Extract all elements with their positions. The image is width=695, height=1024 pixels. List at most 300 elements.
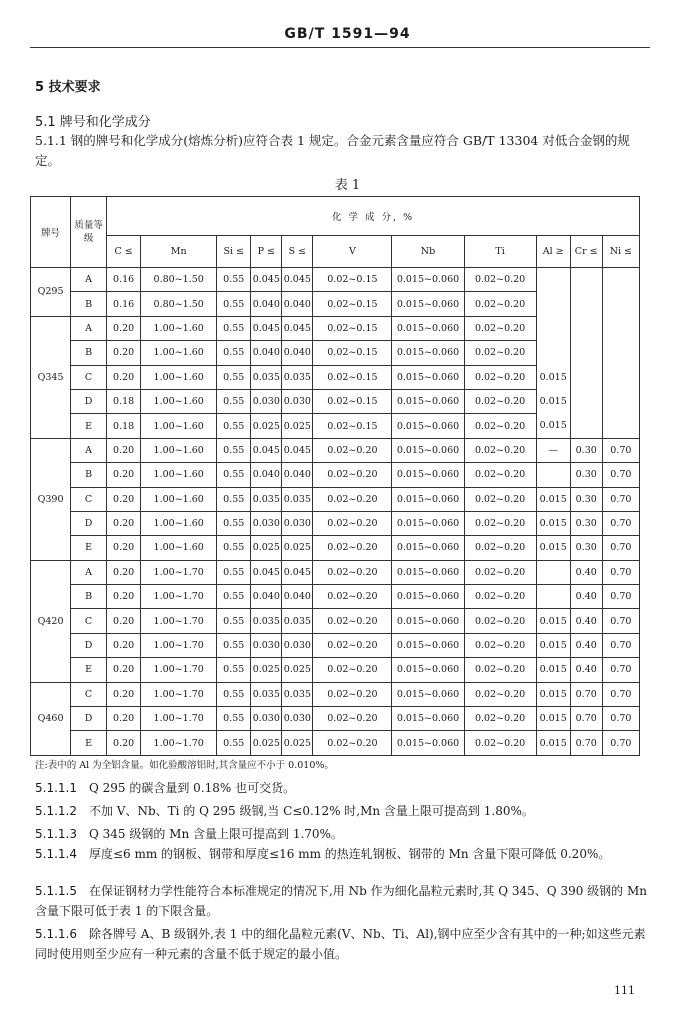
header-chemical-composition: 化 学 成 分, % [107,197,640,236]
quality-grade-cell: E [71,414,107,438]
table-cell: 0.015~0.060 [392,292,464,316]
table-cell: 0.02~0.15 [313,268,392,292]
table-cell: 0.040 [282,585,313,609]
header-element: P ≤ [251,236,282,268]
quality-grade-cell: E [71,731,107,755]
table-cell: 1.00~1.60 [141,536,217,560]
blank-cell [602,365,639,389]
grade-cell: Q460 [31,682,71,755]
table-cell: 0.02~0.20 [313,731,392,755]
table-cell: 0.040 [282,463,313,487]
blank-cell [536,292,570,316]
table-row [31,682,640,706]
blank-cell [570,292,602,316]
quality-grade-cell: D [71,511,107,535]
table-cell: 0.02~0.20 [464,560,536,584]
page-header: GB/T 1591—94 [284,26,411,42]
table-cell: 0.40 [570,560,602,584]
table-cell: 0.015~0.060 [392,316,464,340]
table-cell [536,341,570,365]
table-cell: 1.00~1.60 [141,316,217,340]
table-cell: 0.55 [217,731,251,755]
table-cell: 0.55 [217,463,251,487]
table-cell: 0.70 [602,511,639,535]
table-cell: 0.025 [251,731,282,755]
table-cell: 0.015 [536,633,570,657]
table-cell: 0.015 [536,414,570,438]
table-cell: 0.015~0.060 [392,438,464,462]
table-row [31,536,640,560]
table-cell: 0.045 [282,268,313,292]
table-cell: 0.045 [282,560,313,584]
header-element: Cr ≤ [570,236,602,268]
table-cell: 1.00~1.70 [141,707,217,731]
clause-number: 5.1.1.3 [35,827,77,841]
table-cell: 0.035 [251,365,282,389]
table-cell: 0.040 [251,463,282,487]
table-cell: 0.02~0.20 [313,707,392,731]
quality-grade-cell: A [71,268,107,292]
table-row [31,438,640,462]
table-cell: 0.20 [107,707,141,731]
clause-text: Q 295 的碳含量到 0.18% 也可交货。 [88,781,296,795]
quality-grade-cell: D [71,707,107,731]
table-cell: 0.20 [107,511,141,535]
table-cell: 0.025 [251,414,282,438]
table-cell: 0.015 [536,487,570,511]
table-cell: 0.045 [282,438,313,462]
table-cell: 0.02~0.20 [464,633,536,657]
table-cell: 0.02~0.20 [464,463,536,487]
table-row [31,268,640,292]
table-cell: 0.02~0.20 [464,389,536,413]
table-cell: 0.20 [107,585,141,609]
table-row [31,414,640,438]
table-cell: 0.55 [217,536,251,560]
clause-text: 不加 V、Nb、Ti 的 Q 295 级钢,当 C≤0.12% 时,Mn 含量上限可提高到 1.80%。 [88,804,534,818]
table-cell: 0.02~0.20 [313,609,392,633]
blank-cell [570,268,602,292]
table-cell: 0.025 [282,536,313,560]
table-cell: 0.30 [570,536,602,560]
table-cell: 0.40 [570,633,602,657]
quality-grade-cell: D [71,633,107,657]
table-cell: 0.02~0.15 [313,292,392,316]
table-cell: 0.70 [602,487,639,511]
table-cell: 0.035 [282,609,313,633]
header-grade: 牌号 [31,197,71,268]
table-cell: 0.20 [107,609,141,633]
table-cell: 0.70 [602,609,639,633]
table-cell: 0.015~0.060 [392,585,464,609]
table-row [31,463,640,487]
table-cell: 0.30 [570,438,602,462]
table-row [31,389,640,413]
table-cell: 0.02~0.20 [313,682,392,706]
table-cell: 0.55 [217,707,251,731]
table-cell: 0.015 [536,609,570,633]
table-cell: 0.02~0.20 [313,487,392,511]
table-cell: 0.035 [282,487,313,511]
table-cell: 0.045 [251,316,282,340]
blank-cell [602,268,639,292]
clause-item [35,844,647,864]
table-cell: 0.40 [570,609,602,633]
table-cell: 0.02~0.20 [464,707,536,731]
table-cell: 0.20 [107,536,141,560]
table-cell: 0.16 [107,292,141,316]
quality-grade-cell: B [71,585,107,609]
table-row [31,341,640,365]
table-cell: 0.015~0.060 [392,389,464,413]
header-element: S ≤ [282,236,313,268]
table-cell: 0.55 [217,438,251,462]
quality-grade-cell: A [71,316,107,340]
table-cell: 0.02~0.20 [313,438,392,462]
paragraph-5-1-1: 5.1.1 钢的牌号和化学成分(熔炼分析)应符合表 1 规定。合金元素含量应符合 GB/T 13304 对低合金钢的规定。 [35,133,630,168]
table-cell: 0.040 [251,341,282,365]
table-cell: 0.02~0.20 [313,463,392,487]
table-cell: 0.55 [217,658,251,682]
page-number: 111 [614,984,635,997]
blank-cell [602,389,639,413]
table-cell: 1.00~1.70 [141,731,217,755]
table-cell: 0.02~0.20 [464,731,536,755]
table-cell: 0.040 [282,292,313,316]
section-5-heading: 5 技术要求 [35,80,101,95]
table-cell: 0.20 [107,731,141,755]
table-cell: 0.20 [107,438,141,462]
table-cell: 0.02~0.15 [313,341,392,365]
blank-cell [536,268,570,292]
table-cell: 0.015~0.060 [392,341,464,365]
quality-grade-cell: C [71,487,107,511]
table-cell: 1.00~1.60 [141,389,217,413]
table-cell [536,463,570,487]
table-cell: 0.035 [251,487,282,511]
table-cell: 0.18 [107,414,141,438]
table-cell: 0.70 [570,682,602,706]
table-cell: 0.015~0.060 [392,609,464,633]
section-5-1-heading: 5.1 牌号和化学成分 [35,115,151,130]
grade-cell: Q295 [31,268,71,317]
table-cell: 0.015~0.060 [392,463,464,487]
table-cell: 0.55 [217,389,251,413]
table-cell: 0.015~0.060 [392,560,464,584]
table-cell: 0.02~0.20 [464,292,536,316]
blank-cell [570,341,602,365]
table-row [31,316,640,340]
table-cell: 0.025 [282,658,313,682]
table-cell: 0.015~0.060 [392,414,464,438]
table-row [31,731,640,755]
table-row [31,707,640,731]
table-cell: 0.70 [602,560,639,584]
table-cell: 0.02~0.20 [464,316,536,340]
clause-number: 5.1.1.5 [35,884,77,898]
table-cell: 0.030 [251,707,282,731]
clause-number: 5.1.1.4 [35,847,77,861]
clause-item [35,778,647,798]
table-cell: 0.015 [536,707,570,731]
table-cell: 0.20 [107,487,141,511]
blank-cell [570,365,602,389]
table-cell: 0.015~0.060 [392,658,464,682]
table-cell: 0.030 [282,633,313,657]
header-element: V [313,236,392,268]
header-rule [30,47,650,48]
table-cell: 0.030 [282,389,313,413]
table-cell: 0.55 [217,560,251,584]
table-cell: 1.00~1.60 [141,414,217,438]
table-cell: 0.70 [602,707,639,731]
table-cell: 0.20 [107,463,141,487]
clause-number: 5.1.1.2 [35,804,77,818]
table-cell: 0.015 [536,682,570,706]
quality-grade-cell: A [71,438,107,462]
table-cell: 0.035 [251,682,282,706]
table-cell: 0.015~0.060 [392,707,464,731]
table-cell: 0.70 [602,682,639,706]
table-cell: 0.030 [282,511,313,535]
table-cell: 0.02~0.20 [313,658,392,682]
table-cell: 0.40 [570,658,602,682]
table-cell: 0.040 [282,341,313,365]
table-cell: 0.02~0.20 [313,511,392,535]
blank-cell [570,389,602,413]
quality-grade-cell: B [71,292,107,316]
table-cell: 0.02~0.20 [464,341,536,365]
clause-text: 在保证钢材力学性能符合本标准规定的情况下,用 Nb 作为细化晶粒元素时,其 Q 345、Q 390 级钢的 Mn 含量下限可低于表 1 的下限含量。 [35,884,647,918]
clause-item [35,881,647,921]
table-cell: 0.55 [217,316,251,340]
table-cell: 0.02~0.20 [464,268,536,292]
table-cell: 0.16 [107,268,141,292]
table-row [31,633,640,657]
table-cell: 1.00~1.70 [141,560,217,584]
table-cell: 0.70 [602,633,639,657]
table-cell: 0.55 [217,609,251,633]
header-element: Mn [141,236,217,268]
table-cell: 0.015 [536,658,570,682]
table-cell: 0.55 [217,341,251,365]
table-cell: 0.015~0.060 [392,536,464,560]
table-cell: 1.00~1.70 [141,682,217,706]
quality-grade-cell: C [71,682,107,706]
header-element: Ni ≤ [602,236,639,268]
blank-cell [602,316,639,340]
clause-number: 5.1.1.6 [35,927,77,941]
quality-grade-cell: C [71,365,107,389]
header-element: Ti [464,236,536,268]
table-cell: 0.015 [536,389,570,413]
table-cell: 0.70 [602,731,639,755]
table-cell: 1.00~1.60 [141,487,217,511]
table-cell: 0.02~0.20 [464,658,536,682]
table-cell [536,316,570,340]
table-row [31,609,640,633]
table-cell: 0.015~0.060 [392,511,464,535]
table-caption: 表 1 [334,178,361,193]
table-cell: 0.02~0.20 [464,365,536,389]
table-row [31,585,640,609]
table-cell: 0.015~0.060 [392,268,464,292]
table-cell: 0.20 [107,365,141,389]
table-cell: 1.00~1.60 [141,365,217,389]
table-cell: 1.00~1.60 [141,511,217,535]
table-cell: 0.035 [282,365,313,389]
header-element: Nb [392,236,464,268]
table-cell: 1.00~1.70 [141,609,217,633]
table-cell: 0.20 [107,316,141,340]
clause-text: 厚度≤6 mm 的钢板、钢带和厚度≤16 mm 的热连轧钢板、钢带的 Mn 含量下限可降低 0.20%。 [88,847,611,861]
table-cell: 0.02~0.15 [313,316,392,340]
table-cell: 0.015 [536,511,570,535]
table-cell: 0.040 [251,292,282,316]
header-element: C ≤ [107,236,141,268]
table-cell: 0.20 [107,658,141,682]
table-note: 注:表中的 Al 为全铝含量。如化验酸溶铝时,其含量应不小于 0.010%。 [35,760,334,771]
clause-item [35,924,647,964]
table-cell: 0.045 [251,438,282,462]
table-cell: 0.025 [282,731,313,755]
header-element: Al ≥ [536,236,570,268]
quality-grade-cell: B [71,341,107,365]
table-row [31,511,640,535]
table-cell: 0.02~0.15 [313,365,392,389]
table-cell: 0.02~0.20 [464,536,536,560]
table-cell: 0.035 [282,682,313,706]
clause-text: 除各牌号 A、B 级钢外,表 1 中的细化晶粒元素(V、Nb、Ti、Al),钢中应至少含有其中的一种;如这些元素同时使用则至少应有一种元素的含量不低于规定的最小值。 [35,927,646,961]
table-cell: 0.02~0.20 [464,682,536,706]
table-cell: 0.02~0.20 [464,511,536,535]
table-cell: 0.55 [217,414,251,438]
grade-cell: Q345 [31,316,71,438]
blank-cell [570,316,602,340]
table-cell: 0.015 [536,731,570,755]
clause-item [35,824,647,844]
clause-item [35,801,647,821]
table-cell: 0.02~0.20 [313,560,392,584]
table-cell: 0.55 [217,487,251,511]
grade-cell: Q420 [31,560,71,682]
table-cell: 0.40 [570,585,602,609]
table-cell: 0.55 [217,268,251,292]
table-cell: 0.02~0.20 [464,414,536,438]
table-cell: 0.70 [570,707,602,731]
table-cell: 1.00~1.60 [141,438,217,462]
table-cell: 0.035 [251,609,282,633]
table-cell: 0.70 [602,536,639,560]
clause-number: 5.1.1.1 [35,781,77,795]
table-cell: 0.55 [217,292,251,316]
blank-cell [602,341,639,365]
table-cell: 0.20 [107,341,141,365]
header-quality-grade: 质量等级 [71,197,107,268]
table-cell: 0.70 [602,438,639,462]
table-cell: 0.02~0.20 [313,633,392,657]
table-cell: 0.015 [536,536,570,560]
table-cell: 1.00~1.70 [141,658,217,682]
table-cell: 0.02~0.20 [464,609,536,633]
table-row [31,658,640,682]
table-cell: 0.025 [282,414,313,438]
table-cell: 0.80~1.50 [141,292,217,316]
table-cell [536,560,570,584]
quality-grade-cell: E [71,536,107,560]
table-cell: 0.55 [217,585,251,609]
quality-grade-cell: B [71,463,107,487]
table-cell: 0.20 [107,560,141,584]
table-cell: 0.02~0.15 [313,389,392,413]
table-cell: 0.025 [251,658,282,682]
table-cell: 0.80~1.50 [141,268,217,292]
quality-grade-cell: E [71,658,107,682]
table-cell: 0.030 [251,633,282,657]
table-row [31,365,640,389]
table-cell: 0.02~0.20 [464,438,536,462]
blank-cell [602,292,639,316]
table-cell: 0.025 [251,536,282,560]
table-cell: 1.00~1.60 [141,463,217,487]
table-cell: 0.045 [251,268,282,292]
table-cell: 0.02~0.15 [313,414,392,438]
table-cell: 0.02~0.20 [313,585,392,609]
table-cell: 0.045 [251,560,282,584]
table-cell: 0.015 [536,365,570,389]
table-row [31,292,640,316]
grade-cell: Q390 [31,438,71,560]
table-row [31,487,640,511]
table-cell: 0.20 [107,633,141,657]
table-cell: 0.02~0.20 [464,585,536,609]
quality-grade-cell: A [71,560,107,584]
table-cell: 0.55 [217,682,251,706]
table-cell: 0.55 [217,633,251,657]
table-cell: 0.18 [107,389,141,413]
blank-cell [570,414,602,438]
quality-grade-cell: D [71,389,107,413]
table-cell: 0.70 [602,463,639,487]
table-cell: 0.015~0.060 [392,487,464,511]
chemical-composition-table [30,196,640,756]
table-cell: 0.015~0.060 [392,365,464,389]
table-cell: — [536,438,570,462]
table-cell: 0.015~0.060 [392,633,464,657]
table-cell: 1.00~1.60 [141,341,217,365]
table-cell: 0.70 [602,585,639,609]
table-cell: 0.02~0.20 [313,536,392,560]
table-cell: 0.030 [251,511,282,535]
blank-cell [602,414,639,438]
table-cell: 0.30 [570,487,602,511]
table-cell: 0.70 [570,731,602,755]
table-cell: 0.02~0.20 [464,487,536,511]
table-cell: 0.30 [570,463,602,487]
header-element: Si ≤ [217,236,251,268]
table-cell: 0.30 [570,511,602,535]
clause-text: Q 345 级钢的 Mn 含量上限可提高到 1.70%。 [88,827,343,841]
table-cell: 0.015~0.060 [392,682,464,706]
table-cell: 1.00~1.70 [141,585,217,609]
table-cell: 0.70 [602,658,639,682]
table-cell: 0.040 [251,585,282,609]
table-cell [536,585,570,609]
table-cell: 0.030 [251,389,282,413]
table-cell: 0.20 [107,682,141,706]
table-cell: 0.045 [282,316,313,340]
quality-grade-cell: C [71,609,107,633]
